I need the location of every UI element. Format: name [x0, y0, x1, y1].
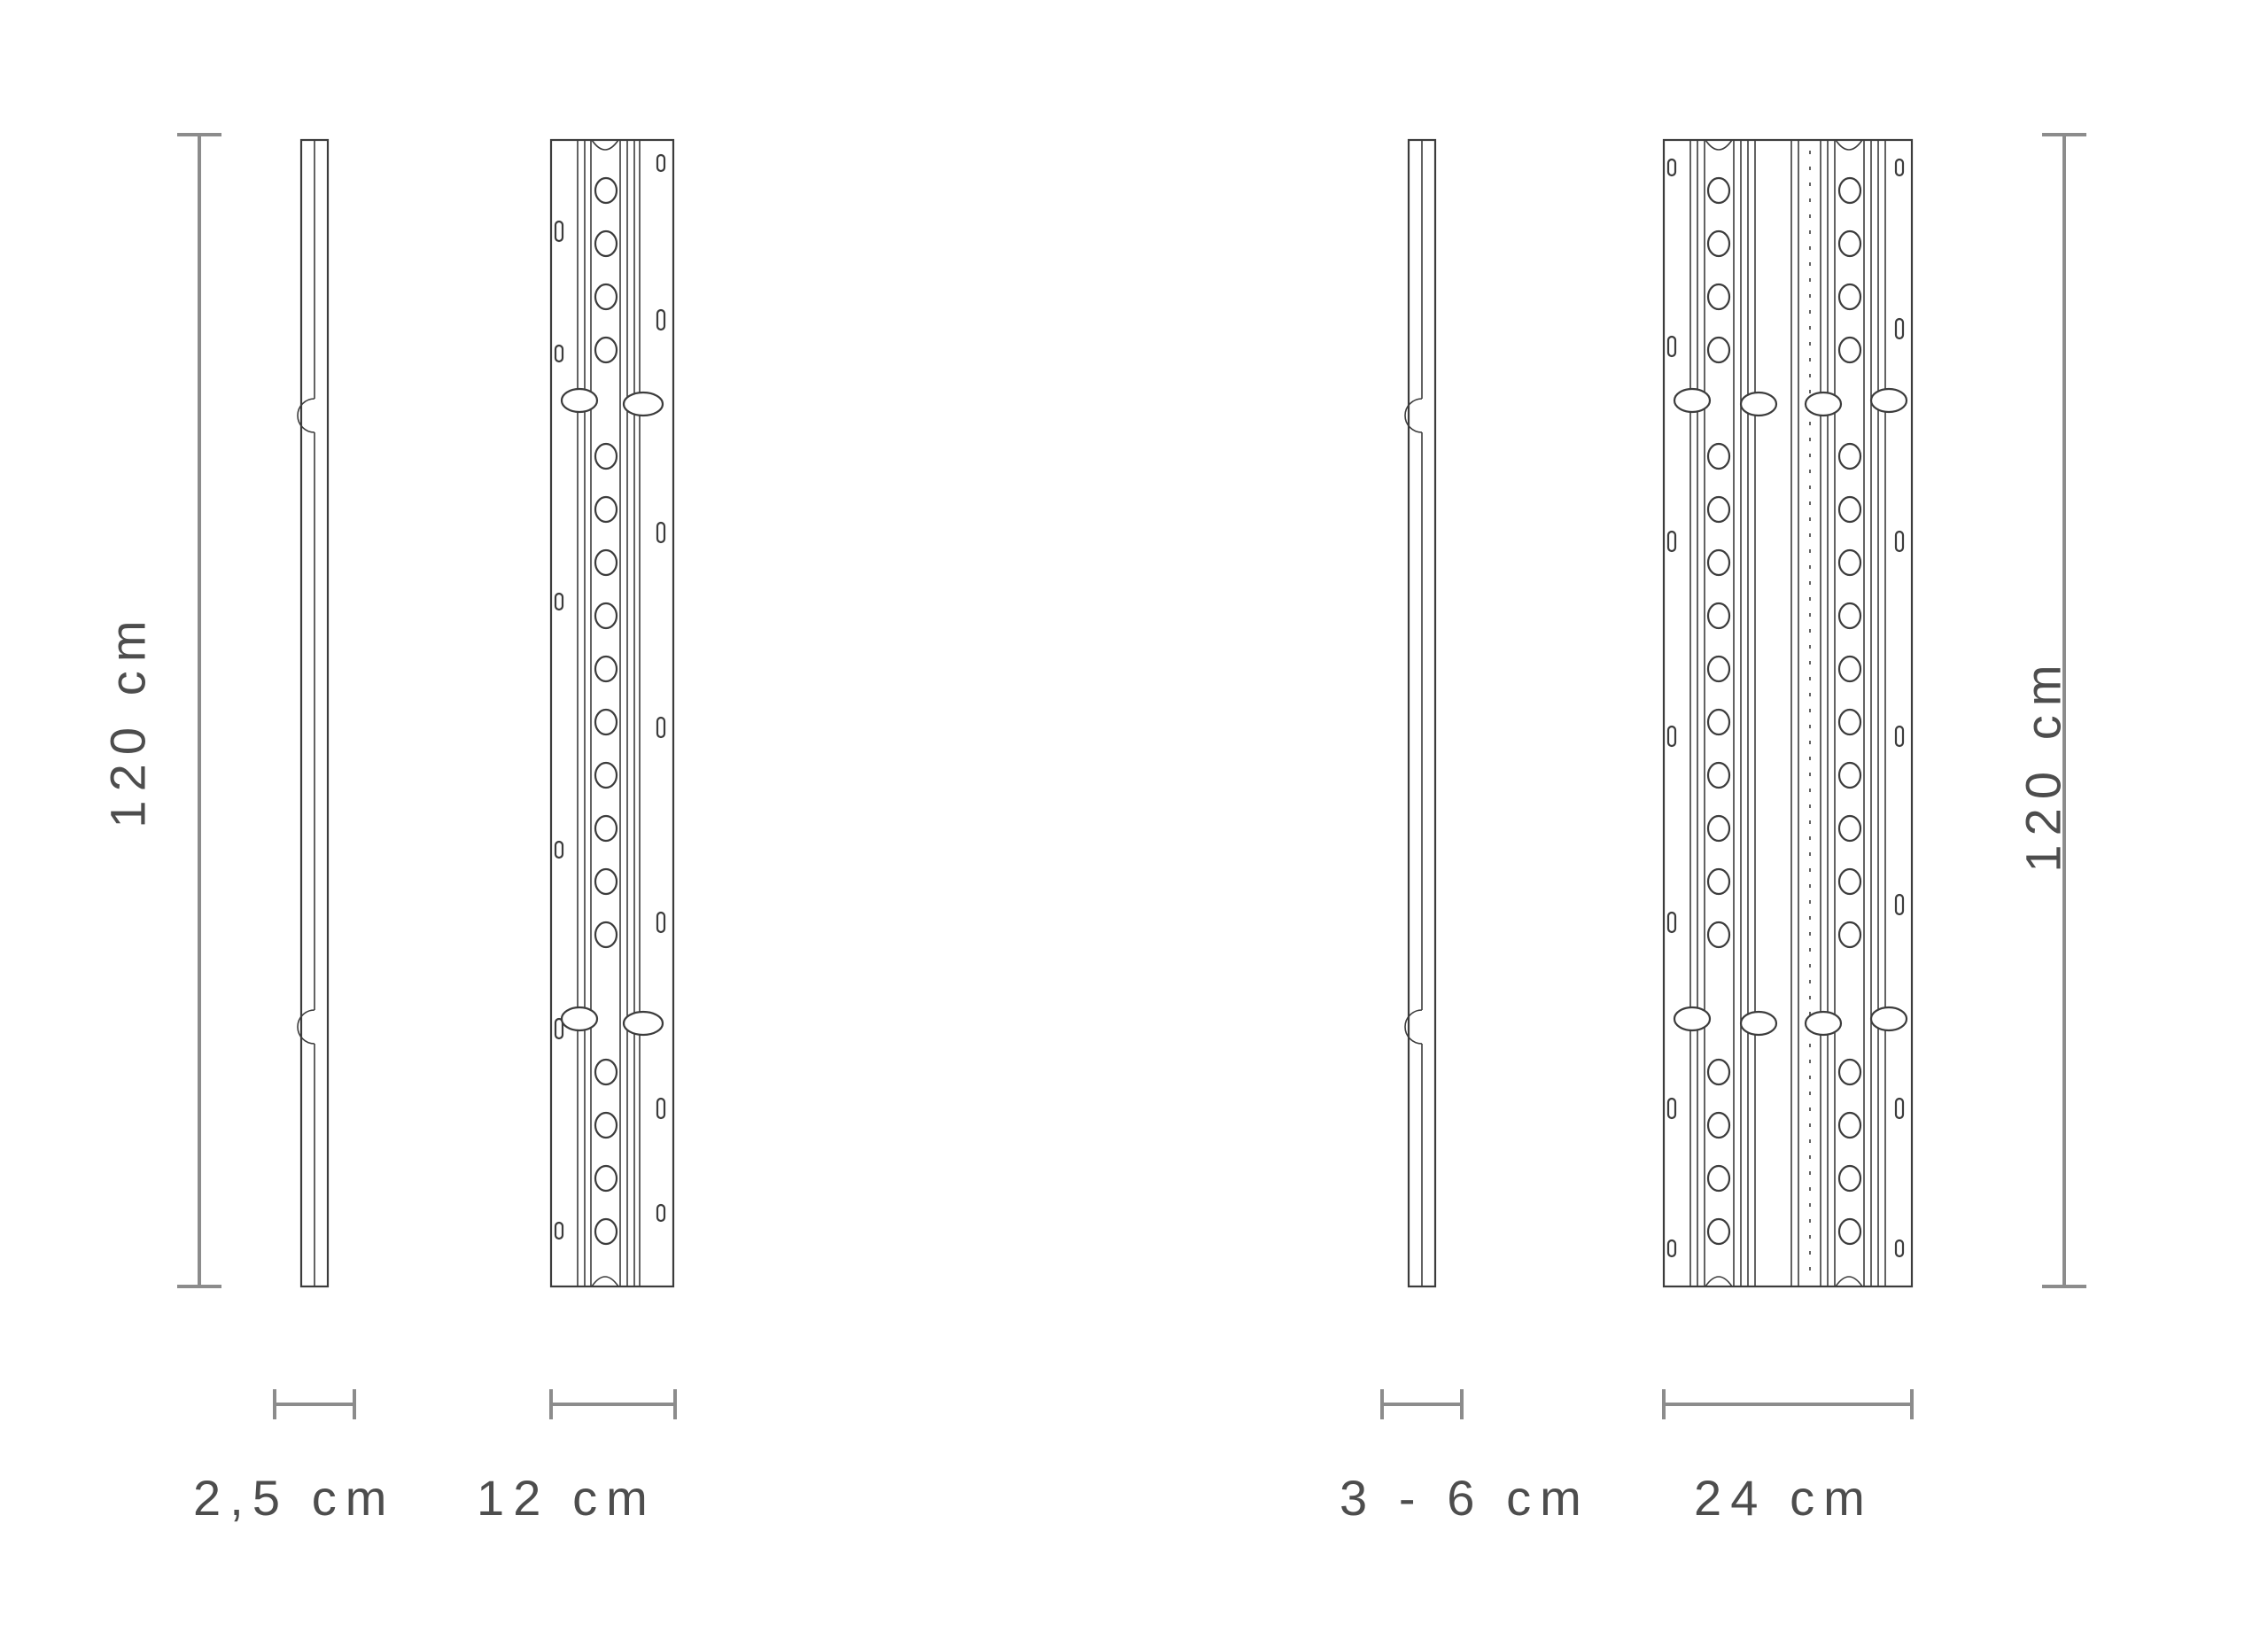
right-wide-hole-column-a	[1708, 178, 1729, 1244]
left-wide-slot-marks-left	[555, 221, 563, 1239]
left-wide-slot-marks-right	[657, 155, 664, 1221]
right-narrow-width-label: 3 - 6 cm	[1340, 1470, 1590, 1526]
left-wide-width-label: 12 cm	[477, 1470, 656, 1526]
left-wide-profile	[551, 140, 673, 1286]
right-wide-slot-marks-right	[1896, 159, 1903, 1256]
left-narrow-width-dimension	[275, 1389, 354, 1419]
right-height-label: 120 cm	[2015, 656, 2071, 873]
right-wide-hole-column-b	[1839, 178, 1860, 1244]
left-narrow-width-label: 2,5 cm	[193, 1470, 396, 1526]
right-wide-width-label: 24 cm	[1694, 1470, 1874, 1526]
left-narrow-profile	[298, 140, 328, 1286]
right-wide-width-dimension	[1664, 1389, 1912, 1419]
right-narrow-profile	[1405, 140, 1435, 1286]
right-wide-profile	[1664, 140, 1912, 1286]
left-height-label: 120 cm	[99, 611, 156, 828]
left-wide-hole-column	[595, 178, 617, 1244]
left-height-dimension	[177, 135, 221, 1286]
left-wide-width-dimension	[551, 1389, 675, 1419]
right-wide-slot-marks-left	[1668, 159, 1675, 1256]
right-narrow-width-dimension	[1382, 1389, 1462, 1419]
